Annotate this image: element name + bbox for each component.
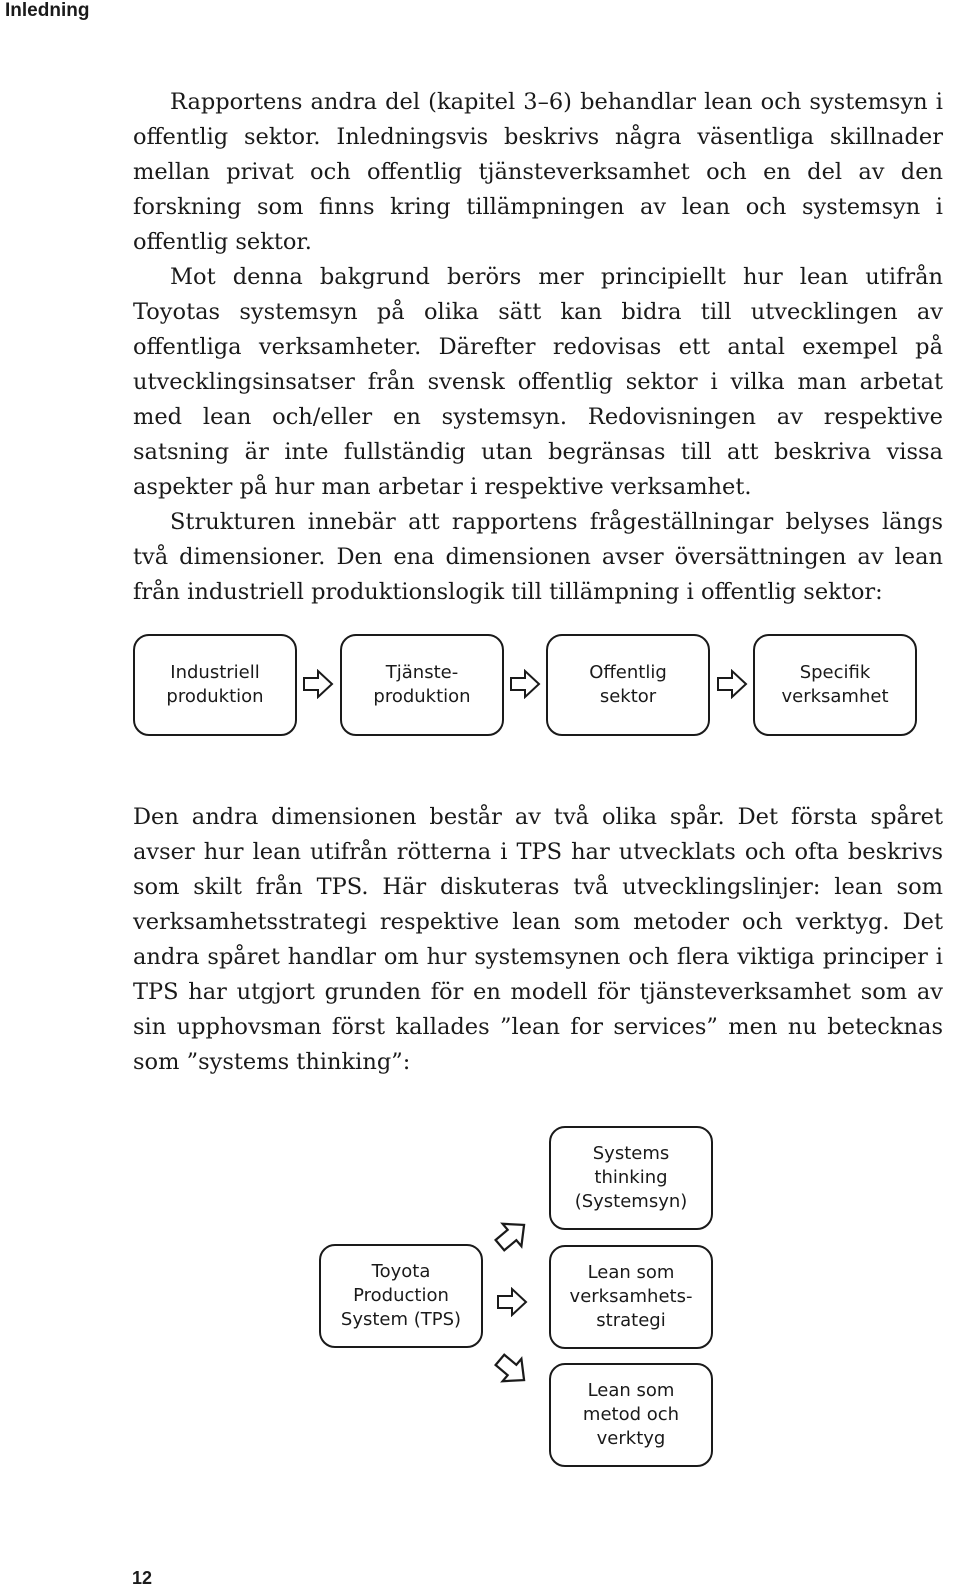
section-title: Inledning xyxy=(5,0,90,21)
up-right-arrow-icon xyxy=(494,1217,530,1253)
paragraph: Mot denna bakgrund berörs mer principiellt hur lean utifrån Toyotas systemsyn på olika sätt kan bidra till utvecklingen av offentliga verksamheter. Därefter redovisas ett antal exempel på utvecklingsinsatser från svensk offentlig sektor i vilka man arbetat med lean och/eller en systemsyn. Redovisningen av respektive satsning är inte fullständig utan begränsas till att beskriva vissa aspekter på hur man arbetar i respektive verksamhet. xyxy=(133,264,943,500)
tps-box: Toyota Production System (TPS) xyxy=(319,1244,483,1348)
flow-box-industriell: Industriell produktion xyxy=(133,634,297,736)
flow-box-specifik: Specifik verksamhet xyxy=(753,634,917,736)
systems-thinking-box: Systems thinking (Systemsyn) xyxy=(549,1126,713,1230)
down-right-arrow-icon xyxy=(494,1352,530,1388)
flow-box-offentlig: Offentlig sektor xyxy=(546,634,710,736)
right-arrow-icon xyxy=(509,669,541,699)
right-arrow-icon xyxy=(716,669,748,699)
second-dimension-text xyxy=(133,800,943,1080)
lean-strategi-box: Lean som verksamhets- strategi xyxy=(549,1245,713,1349)
paragraph: Strukturen innebär att rapportens frågeställningar belyses längs två dimensioner. Den ena dimensionen avser översättningen av lean från industriell produktionslogik till tillämpning i offentlig sektor: xyxy=(133,509,943,605)
intro-text-block xyxy=(133,85,943,610)
page-number: 12 xyxy=(132,1568,153,1588)
paragraph: Den andra dimensionen består av två olika spår. Det första spåret avser hur lean utifrån rötterna i TPS har utvecklats och ofta beskrivs som skilt från TPS. Här diskuteras två utvecklingslinjer: lean som verksamhetsstrategi respektive lean som metoder och verktyg. Det andra spåret handlar om hur systemsynen och flera viktiga principer i TPS har utgjort grunden för en modell för tjänsteverksamhet som av sin upphovsman först kallades ”lean for services” men nu betecknas som ”systems thinking”: xyxy=(133,804,943,1075)
lean-metod-box: Lean som metod och verktyg xyxy=(549,1363,713,1467)
paragraph: Rapportens andra del (kapitel 3–6) behandlar lean och systemsyn i offentlig sektor. Inledningsvis beskrivs några väsentliga skillnader mellan privat och offentlig tjänsteverksamhet och en del av den forskning som finns kring tillämpningen av lean och systemsyn i offentlig sektor. xyxy=(133,89,943,255)
running-header xyxy=(0,0,960,26)
flow-box-tjanste: Tjänste- produktion xyxy=(340,634,504,736)
right-arrow-icon xyxy=(302,669,334,699)
right-arrow-icon xyxy=(496,1287,528,1317)
